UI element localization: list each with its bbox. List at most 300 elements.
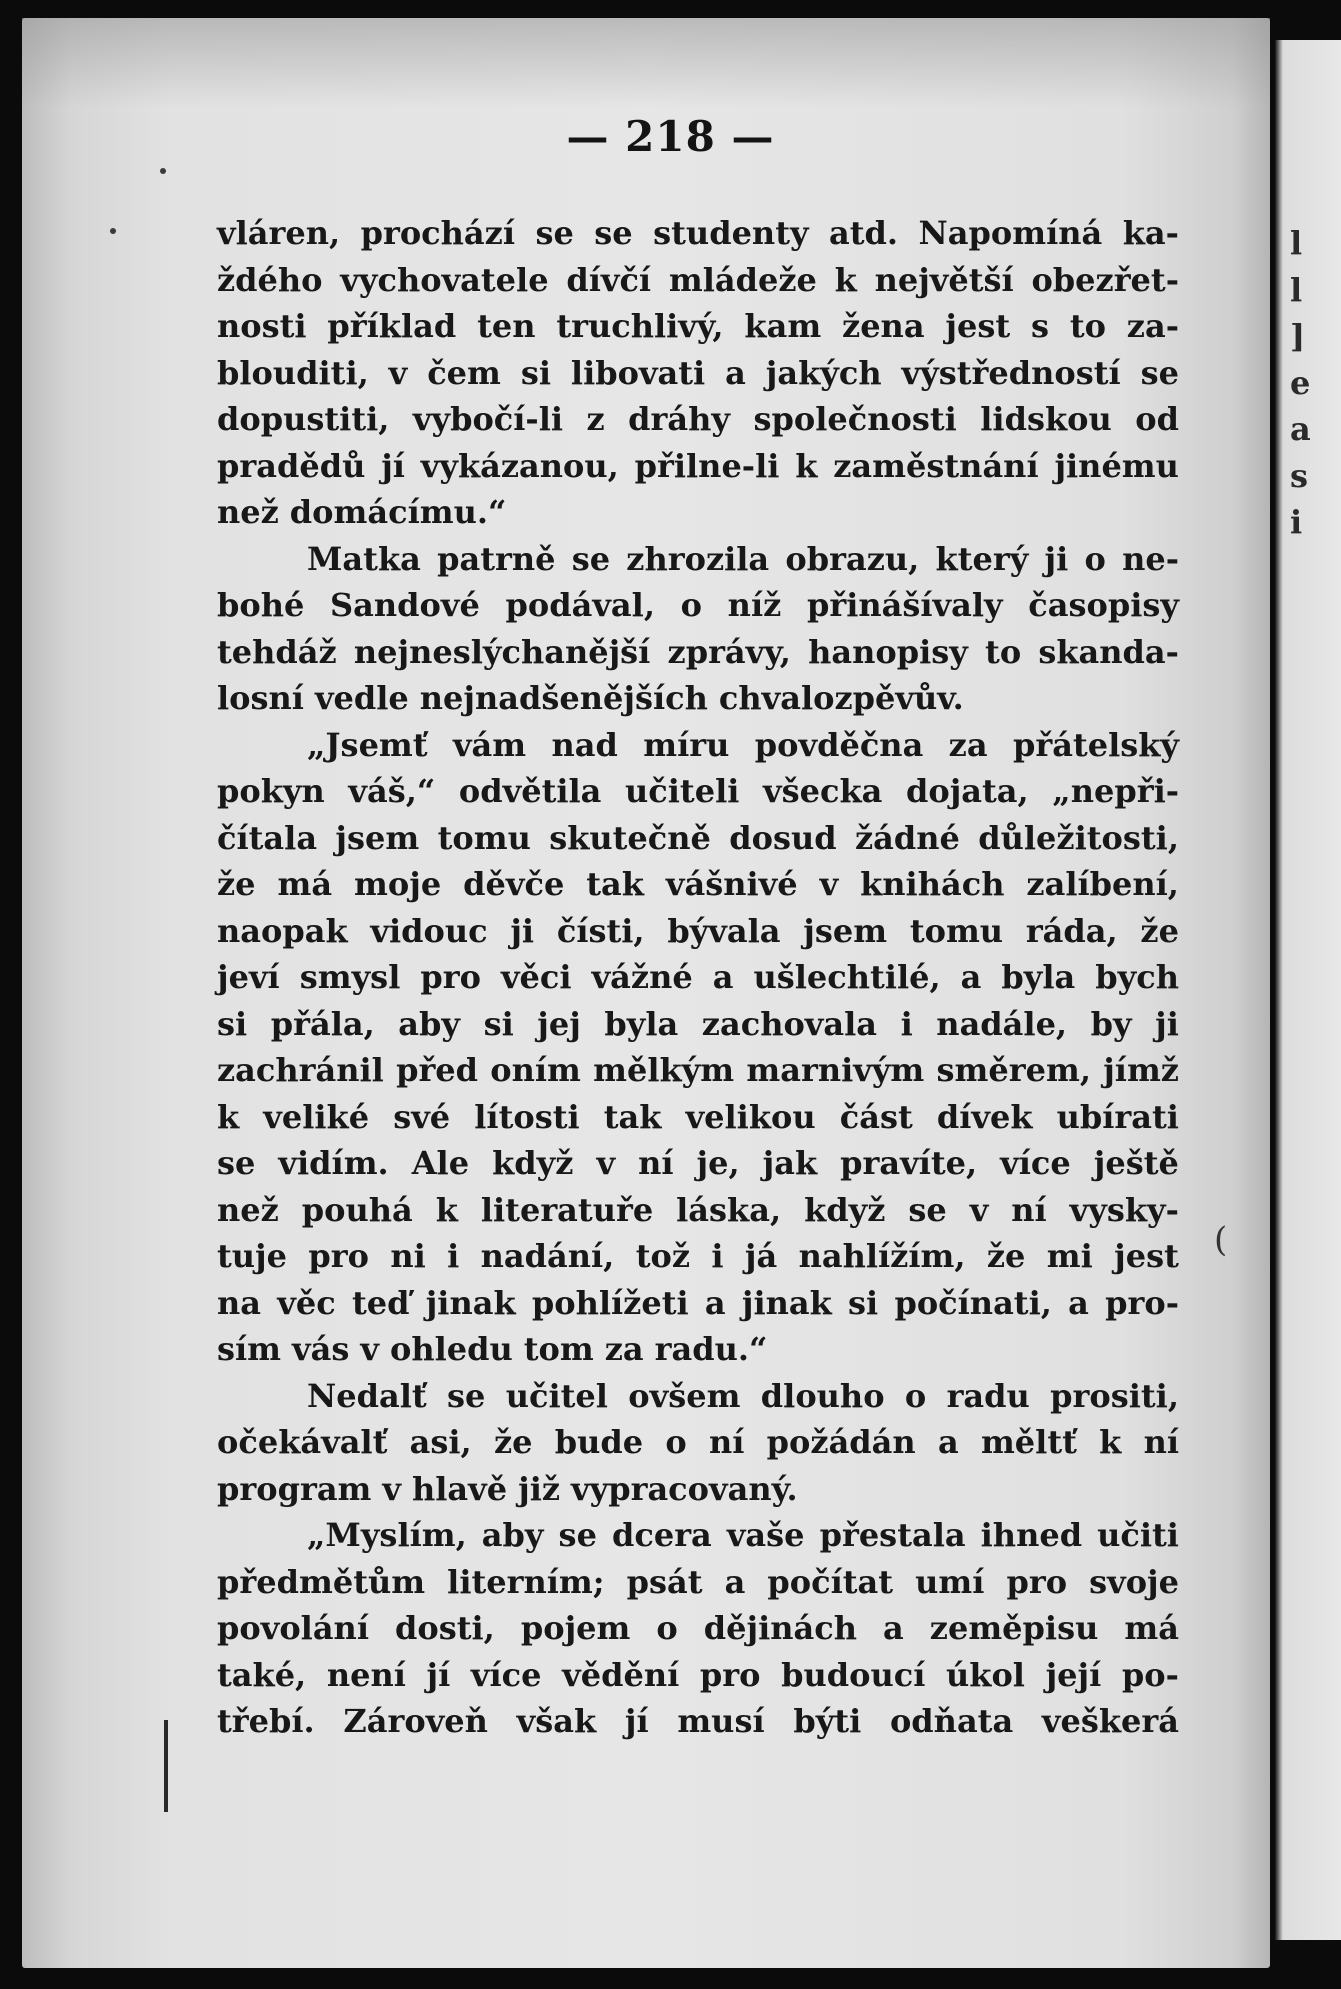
word: pro [699, 1655, 761, 1694]
word: lítosti [474, 1097, 580, 1136]
word: na [217, 1283, 261, 1322]
word: pro [1006, 1562, 1068, 1601]
word: pradědů [217, 446, 366, 485]
word: a [960, 958, 982, 996]
word: domácímu.“ [289, 493, 507, 531]
word: tomu [437, 818, 531, 857]
word: za [948, 725, 988, 764]
text-line [217, 210, 1179, 257]
word: měltť [980, 1423, 1077, 1461]
word: kam [744, 307, 822, 345]
word: když [492, 1144, 574, 1182]
word: o [1084, 539, 1106, 578]
word: skutečně [549, 818, 711, 857]
word: již [518, 1469, 561, 1508]
word: jak [762, 1144, 818, 1182]
text-line [217, 1187, 1179, 1234]
word: k [217, 1097, 240, 1136]
text-line [217, 768, 1179, 815]
word: počítat [767, 1562, 894, 1601]
word: dojata, [905, 772, 1029, 810]
word: od [1135, 400, 1179, 438]
word: vybočí-li [412, 400, 564, 438]
word: ji [1044, 539, 1069, 578]
word: nad [551, 725, 618, 764]
word: tož [635, 1237, 690, 1275]
word: učiti [1097, 1516, 1179, 1554]
word: její [1045, 1655, 1102, 1694]
word: aby [481, 1516, 544, 1554]
word: atd. [829, 214, 899, 252]
word: před [396, 1051, 479, 1089]
word: bývala [667, 911, 781, 950]
word: míru [643, 725, 730, 764]
facing-page-glyphs [1290, 220, 1311, 546]
margin-mark [164, 1720, 168, 1812]
word: dívek [936, 1097, 1033, 1136]
word: a [724, 1562, 746, 1601]
text-line [217, 722, 1179, 769]
text-line [217, 443, 1179, 490]
word: mládeže [668, 260, 817, 299]
word: Napomíná [918, 214, 1103, 252]
word: jest [945, 307, 1011, 345]
word: vykázanou, [420, 446, 619, 485]
edge-glyph: l [1290, 270, 1303, 309]
word: předmětům [217, 1562, 426, 1601]
word: marnivým [746, 1051, 925, 1089]
text-line [217, 1466, 1179, 1513]
word: zprávy, [667, 632, 791, 671]
word: pohlížeti [531, 1283, 689, 1322]
word: z [586, 400, 605, 438]
word: za [604, 1330, 644, 1368]
word: si [217, 1004, 248, 1043]
word: přilne-li [634, 446, 780, 485]
word: více [470, 1655, 542, 1694]
word: svoje [1089, 1562, 1179, 1601]
word: úkol [946, 1655, 1025, 1694]
word: pro [308, 1237, 369, 1275]
word: pouhá [301, 1190, 413, 1229]
word: truchlivý, [556, 307, 724, 345]
word: nadále, [936, 1004, 1068, 1043]
text-line [217, 1326, 1179, 1373]
word: pro [420, 958, 481, 996]
word: byla [1001, 958, 1076, 996]
margin-bracket-mark: ( [1214, 1220, 1228, 1260]
word: jsem [335, 818, 420, 857]
word: bude [554, 1423, 644, 1461]
word: oním [490, 1051, 581, 1089]
word: bohé [217, 586, 305, 624]
word: já [744, 1237, 778, 1275]
word: že [493, 1423, 533, 1461]
text-line [217, 1233, 1179, 1280]
word: i [447, 1237, 460, 1275]
word: učitel [505, 1376, 608, 1415]
word: nejnadšenějších [419, 679, 708, 717]
word: sím [217, 1330, 282, 1368]
word: se [1140, 353, 1179, 392]
word: Sandové [330, 586, 480, 624]
word: přinášívaly [806, 586, 1003, 624]
word: své [393, 1097, 451, 1136]
text-line [217, 582, 1179, 629]
word: bych [1095, 958, 1179, 996]
text-line [217, 489, 1179, 536]
word: literatuře [480, 1190, 654, 1229]
word: moje [354, 865, 442, 903]
word: v [388, 353, 408, 392]
word: by [1090, 1004, 1132, 1043]
word: tuje [217, 1237, 287, 1275]
word: byla [604, 1004, 679, 1043]
word: teď [351, 1283, 410, 1322]
word: asi, [409, 1423, 472, 1461]
word: povolání [217, 1609, 369, 1647]
word: příklad [327, 307, 457, 345]
word: odňata [889, 1702, 1014, 1740]
word: ne- [1122, 539, 1179, 578]
word: to [985, 632, 1022, 671]
word: ní [1143, 1423, 1179, 1461]
word: k [1099, 1423, 1122, 1461]
word: pro- [1105, 1283, 1179, 1322]
word: vám [452, 725, 527, 764]
word: se [571, 539, 611, 578]
text-line [217, 350, 1179, 397]
word: než [217, 1190, 279, 1229]
word: vášnivé [665, 865, 798, 903]
word: ni [390, 1237, 426, 1275]
word: učiteli [625, 772, 740, 810]
word: i [711, 1237, 724, 1275]
margin-dot [160, 168, 166, 174]
word: o [656, 1609, 678, 1647]
word: láska, [676, 1190, 782, 1229]
word: nosti [217, 307, 307, 345]
word: přátelský [1012, 725, 1179, 764]
word: žena [842, 307, 925, 345]
word: podával, [505, 586, 655, 624]
word: ještě [1093, 1144, 1179, 1182]
word: býti [793, 1702, 862, 1740]
word: ihned [980, 1516, 1083, 1554]
word: jest [1114, 1237, 1179, 1275]
word: se [594, 214, 633, 252]
edge-glyph: l [1290, 224, 1303, 262]
word: i [900, 1004, 913, 1043]
word: má [277, 865, 333, 903]
word: skanda- [1038, 632, 1179, 671]
word: se [217, 1144, 256, 1182]
word: se [908, 1190, 947, 1229]
word: také, [217, 1655, 307, 1694]
text-line [217, 1512, 1179, 1559]
word: o [680, 586, 702, 624]
word: není [326, 1655, 406, 1694]
word: v [969, 1190, 989, 1229]
text-line [217, 815, 1179, 862]
word: ji [1155, 1004, 1179, 1043]
word: ráda, [1025, 911, 1118, 950]
word: vysky- [1069, 1190, 1179, 1229]
word: patrně [437, 539, 556, 578]
word: za- [1126, 307, 1179, 345]
word: věci [500, 958, 572, 996]
word: společnosti [753, 400, 957, 438]
word: že [986, 1237, 1026, 1275]
word: nahlížím, [798, 1237, 966, 1275]
word: v [382, 1469, 401, 1508]
word: ždého [217, 260, 323, 299]
margin-dot [110, 228, 116, 234]
word: děvče [463, 865, 565, 903]
word: losní [217, 679, 304, 717]
word: je, [696, 1144, 740, 1182]
edge-glyph: a [1290, 410, 1311, 448]
word: tomu [909, 911, 1004, 950]
word: jakých [765, 353, 882, 392]
word: program [217, 1469, 372, 1508]
word: zeměpisu [929, 1609, 1099, 1647]
text-line [217, 303, 1179, 350]
word: k [834, 260, 857, 299]
word: třebí. [217, 1702, 315, 1740]
word: hanopisy [808, 632, 968, 671]
word: libovati [570, 353, 706, 392]
word: vaše [726, 1516, 805, 1554]
word: prochází [360, 214, 515, 252]
body-text [217, 210, 1179, 1745]
word: když [804, 1190, 886, 1229]
word: hlavě [412, 1469, 508, 1508]
word: literním; [447, 1562, 605, 1601]
word: „Myslím, [307, 1516, 467, 1554]
word: přála, [270, 1004, 375, 1043]
word: budoucí [781, 1655, 926, 1694]
word: směrem, [936, 1051, 1091, 1089]
word: dlouho [760, 1376, 885, 1415]
word: má [1124, 1609, 1179, 1647]
word: časopisy [1028, 586, 1179, 624]
word: pojem [520, 1609, 631, 1647]
word: radu [946, 1376, 1030, 1415]
word: vědění [562, 1655, 680, 1694]
edge-glyph: e [1290, 363, 1311, 402]
word: aby [398, 1004, 460, 1043]
word: o [904, 1376, 927, 1415]
text-line [217, 1559, 1179, 1606]
word: tom [523, 1330, 594, 1368]
text-line [217, 396, 1179, 443]
word: po- [1121, 1655, 1179, 1694]
text-line [217, 1001, 1179, 1048]
word: jinak [425, 1283, 516, 1322]
word: vidím. [278, 1144, 389, 1182]
word: ní [1011, 1190, 1047, 1229]
edge-glyph: i [1290, 503, 1303, 541]
word: Nedalť [307, 1376, 427, 1415]
word: k [795, 446, 818, 485]
word: jímž [1103, 1051, 1179, 1089]
word: tak [603, 1097, 662, 1136]
word: povděčna [754, 725, 924, 764]
word: zachránil [217, 1051, 384, 1089]
word: dívčí [566, 260, 652, 299]
word: část [839, 1097, 913, 1136]
word: se [447, 1376, 486, 1415]
word: knihách [860, 865, 1005, 903]
word: dějinách [703, 1609, 857, 1647]
word: ovšem [628, 1376, 741, 1415]
word: veliké [263, 1097, 370, 1136]
text-line [217, 1373, 1179, 1420]
word: si [520, 353, 551, 392]
word: dráhy [628, 400, 730, 438]
word: dosti, [395, 1609, 495, 1647]
word: že [1140, 911, 1179, 950]
edge-glyph: s [1290, 456, 1309, 495]
word: přestala [819, 1516, 966, 1554]
word: a [937, 1423, 959, 1461]
word: vás [292, 1330, 350, 1368]
text-line [217, 861, 1179, 908]
word: jí [381, 446, 405, 485]
text-line [217, 675, 1179, 722]
word: zachovala [701, 1004, 878, 1043]
word: studenty [653, 214, 809, 252]
text-line [217, 1419, 1179, 1466]
word: jí [426, 1655, 451, 1694]
text-line [217, 629, 1179, 676]
word: se [558, 1516, 597, 1554]
word: a [725, 353, 746, 392]
text-line [217, 1698, 1179, 1745]
word: všecka [763, 772, 883, 810]
text-line [217, 536, 1179, 583]
word: si [483, 1004, 514, 1043]
word: chvalozpěvův. [718, 679, 964, 717]
word: musí [677, 1702, 765, 1740]
word: vláren, [217, 214, 341, 252]
word: důležitosti, [978, 818, 1179, 857]
word: tak [586, 865, 644, 903]
word: nadání, [480, 1237, 615, 1275]
word: odvětila [458, 772, 602, 810]
word: čem [427, 353, 501, 392]
text-line [217, 908, 1179, 955]
word: jinému [1054, 446, 1179, 485]
word: to [1069, 307, 1106, 345]
word: jsem [803, 911, 888, 950]
word: ušlechtilé, [753, 958, 941, 996]
word: ji [510, 911, 535, 950]
word: a [883, 1609, 904, 1647]
word: a [1068, 1283, 1089, 1322]
word: ubírati [1056, 1097, 1179, 1136]
word: smysl [299, 958, 401, 996]
word: lidskou [980, 400, 1112, 438]
word: čísti, [556, 911, 645, 950]
word: k [435, 1190, 458, 1229]
word: a [712, 958, 734, 996]
word: Matka [307, 539, 421, 578]
edge-glyph: ] [1290, 317, 1306, 355]
word: více [1000, 1144, 1071, 1182]
word: věc [277, 1283, 336, 1322]
word: počínati, [894, 1283, 1052, 1322]
word: ní [708, 1423, 745, 1461]
word: pokyn [217, 772, 325, 810]
word: zhrozila [626, 539, 770, 578]
text-line [217, 1047, 1179, 1094]
word: že [217, 865, 256, 903]
word: obezřet- [1031, 260, 1179, 299]
word: veškerá [1041, 1702, 1179, 1740]
text-line [217, 1140, 1179, 1187]
word: ohledu [389, 1330, 513, 1368]
word: jej [537, 1004, 581, 1043]
text-line [217, 257, 1179, 304]
word: v [360, 1330, 379, 1368]
word: tehdáž [217, 632, 337, 671]
word: Zároveň [343, 1702, 488, 1740]
word: s [1030, 307, 1049, 345]
word: který [935, 539, 1029, 578]
word: „Jsemť [307, 725, 428, 764]
word: ní [638, 1144, 674, 1182]
word: Ale [411, 1144, 470, 1182]
word: „nepři- [1052, 772, 1179, 810]
word: prositi, [1050, 1376, 1179, 1415]
word: zaměstnání [833, 446, 1039, 485]
word: nejneslýchanější [353, 632, 651, 671]
word: a [704, 1283, 726, 1322]
text-line [217, 1280, 1179, 1327]
word: zalíbení, [1026, 865, 1179, 903]
word: ten [477, 307, 536, 345]
text-line [217, 1094, 1179, 1141]
word: vychovatele [340, 260, 549, 299]
word: blouditi, [217, 353, 369, 392]
word: dopustiti, [217, 400, 390, 438]
word: váš,“ [348, 772, 436, 810]
word: velikou [685, 1097, 816, 1136]
word: výstředností [901, 353, 1121, 392]
word: v [596, 1144, 616, 1182]
word: čítala [217, 818, 318, 857]
word: však [516, 1702, 597, 1740]
word: se [535, 214, 574, 252]
word: pravíte, [840, 1144, 978, 1182]
word: mělkým [593, 1051, 735, 1089]
word: obrazu, [785, 539, 920, 578]
word: jeví [217, 958, 280, 996]
word: ka- [1122, 214, 1179, 252]
word: než [217, 493, 279, 531]
text-line [217, 954, 1179, 1001]
word: největší [874, 260, 1014, 299]
word: umí [915, 1562, 985, 1601]
word: radu.“ [654, 1330, 768, 1368]
word: jí [624, 1702, 649, 1740]
word: v [819, 865, 839, 903]
word: naopak [217, 911, 348, 950]
word: dosud [729, 818, 837, 857]
word: dcera [611, 1516, 712, 1554]
